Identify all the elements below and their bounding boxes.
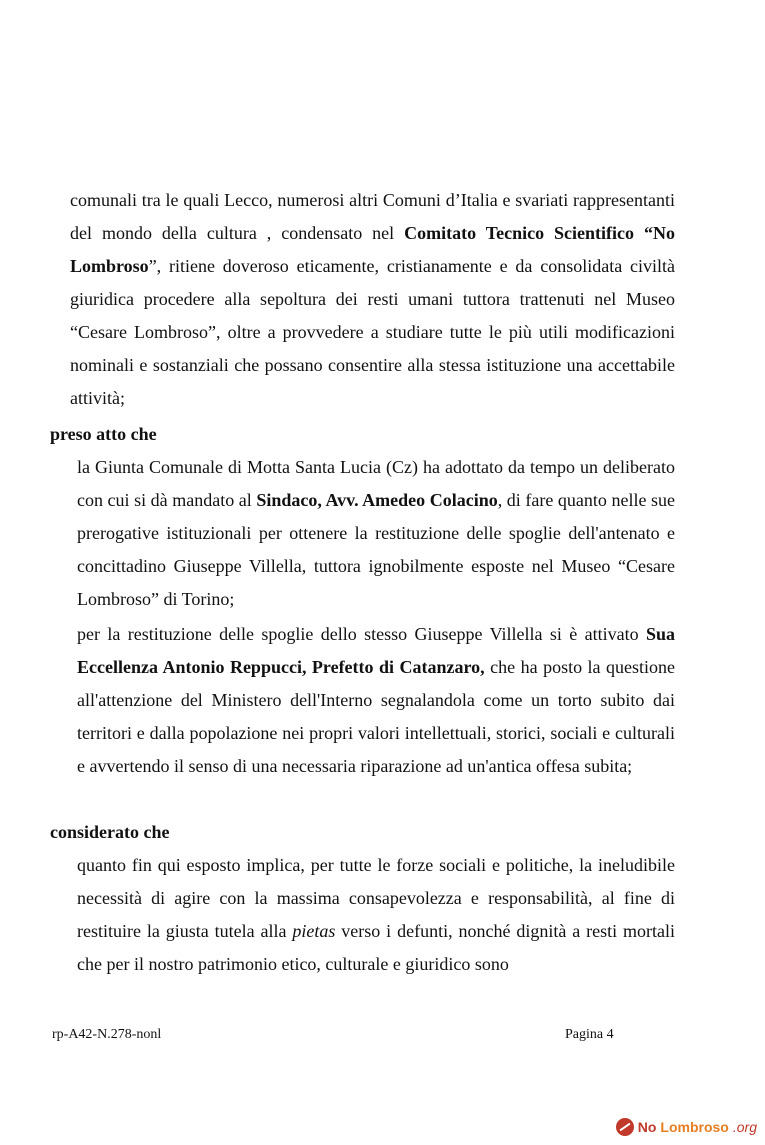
section-heading-considerato: considerato che — [50, 822, 170, 842]
paragraph-text: quanto fin qui esposto implica, per tutte le forze sociali e politiche, la ineludibile necessità di agire con la massima consapevolezza e responsabilità, al fine di restituire la giusta tutela alla — [77, 855, 675, 941]
paragraph-text: comunali tra le quali Lecco, numerosi altri Comuni d’Italia e svariati rappresentanti del mondo della cultura , condensato nel — [70, 190, 675, 243]
watermark-no: No — [637, 1119, 657, 1135]
nolombroso-watermark — [616, 1117, 757, 1137]
paragraph-prefetto — [77, 618, 675, 783]
watermark-lombroso: Lombroso — [660, 1119, 729, 1135]
bold-text: Sindaco, Avv. Amedeo Colacino — [256, 490, 498, 510]
paragraph-text: verso i defunti, nonché dignità a resti mortali che per il nostro patrimonio etico, culturale e giuridico sono — [77, 921, 675, 974]
bold-text: Comitato Tecnico Scientifico “No Lombroso — [70, 223, 675, 276]
paragraph-text: che ha posto la questione all'attenzione del Ministero dell'Interno segnalandola come un torto subito dai territori e dalla popolazione nei propri valori intellettuali, storici, sociali e culturali e avvertendo il senso di una necessaria riparazione ad un'antica offesa subita; — [77, 657, 676, 776]
paragraph-comitato — [70, 184, 675, 415]
italic-text: pietas — [292, 921, 336, 941]
paragraph-text: ”, ritiene doveroso eticamente, cristianamente e da consolidata civiltà giuridica procedere alla sepoltura dei resti umani tuttora trattenuti nel Museo “Cesare Lombroso”, oltre a provvedere a studiare tutte le più utili modificazioni nominali e sostanziali che possano consentire alla stessa istituzione una accettabile attività; — [70, 256, 675, 408]
no-symbol-icon — [616, 1118, 634, 1136]
paragraph-pietas — [77, 849, 675, 981]
paragraph-text: la Giunta Comunale di Motta Santa Lucia (Cz) ha adottato da tempo un deliberato con cui si dà mandato al — [77, 457, 675, 510]
watermark-org: .org — [732, 1119, 757, 1135]
bold-text: Sua Eccellenza Antonio Reppucci, Prefetto di Catanzaro, — [77, 624, 675, 677]
section-heading-preso-atto: preso atto che — [50, 424, 157, 444]
paragraph-text: per la restituzione delle spoglie dello stesso Giuseppe Villella si è attivato — [77, 624, 646, 644]
footer-page-number: Pagina 4 — [565, 1027, 614, 1042]
paragraph-text: , di fare quanto nelle sue prerogative istituzionali per ottenere la restituzione delle spoglie dell'antenato e concittadino Giuseppe Villella, tuttora ignobilmente esposte nel Museo “Cesare Lombroso” di Torino; — [77, 490, 675, 609]
footer-doc-code: rp-A42-N.278-nonl — [52, 1027, 162, 1042]
paragraph-giunta — [77, 451, 675, 616]
